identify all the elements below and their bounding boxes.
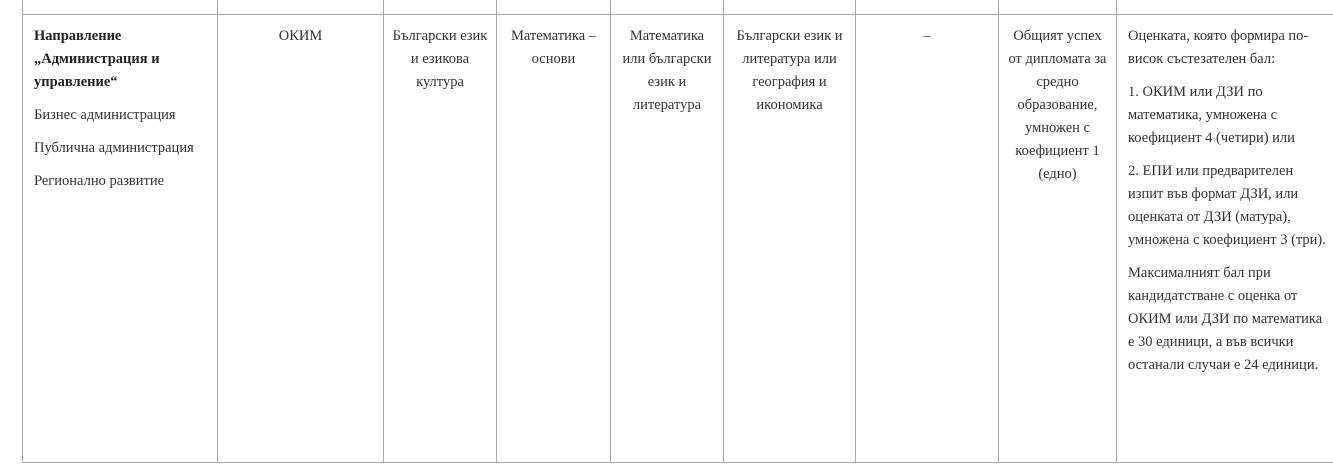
table-cell bbox=[856, 0, 999, 15]
table-row bbox=[23, 15, 1333, 463]
subject-cell bbox=[856, 15, 999, 463]
subject-text: Математика или български език и литература bbox=[622, 28, 712, 113]
subject-cell bbox=[384, 15, 497, 463]
table-cell bbox=[611, 0, 724, 15]
subject-cell bbox=[724, 15, 856, 463]
grading-note: Максималният бал при кандидатстване с оценка от ОКИМ или ДЗИ по математика е 30 единици, а във всички останали случаи е 24 единици. bbox=[1128, 265, 1323, 373]
direction-title: Направление „Администрация и управление“ bbox=[34, 28, 160, 90]
table-cell bbox=[218, 0, 384, 15]
subject-cell bbox=[611, 15, 724, 463]
table-cell bbox=[497, 0, 611, 15]
program-item: Публична администрация bbox=[34, 140, 194, 156]
grading-note: Оценката, която формира по-висок състезателен бал: bbox=[1128, 28, 1309, 67]
table-cell bbox=[724, 0, 856, 15]
grading-note: 2. ЕПИ или предварителен изпит във формат ДЗИ, или оценката от ДЗИ (матура), умножена с коефициент 3 (три). bbox=[1128, 163, 1326, 248]
subject-text: Български език и езикова култура bbox=[392, 28, 488, 90]
table-cell bbox=[384, 0, 497, 15]
program-item: Бизнес администрация bbox=[34, 107, 176, 123]
table-cell bbox=[999, 0, 1117, 15]
exam-type-text: ОКИМ bbox=[278, 28, 323, 44]
exam-type-cell bbox=[218, 15, 384, 463]
subject-cell bbox=[497, 15, 611, 463]
table-row-previous bbox=[23, 0, 1333, 15]
grading-notes-cell bbox=[1117, 15, 1333, 463]
diploma-cell bbox=[999, 15, 1117, 463]
subject-text: – bbox=[923, 28, 931, 44]
table-cell bbox=[23, 0, 218, 15]
diploma-text: Общият успех от дипломата за средно образование, умножен с коефициент 1 (едно) bbox=[1008, 28, 1107, 182]
subject-text: Математика – основи bbox=[510, 28, 597, 67]
table-cell bbox=[1117, 0, 1333, 15]
subject-text: Български език и литература или география и икономика bbox=[736, 28, 843, 113]
grading-note: 1. ОКИМ или ДЗИ по математика, умножена с коефициент 4 (четири) или bbox=[1128, 84, 1295, 146]
direction-cell bbox=[23, 15, 218, 463]
program-item: Регионално развитие bbox=[34, 173, 165, 189]
admissions-table bbox=[22, 0, 1333, 463]
